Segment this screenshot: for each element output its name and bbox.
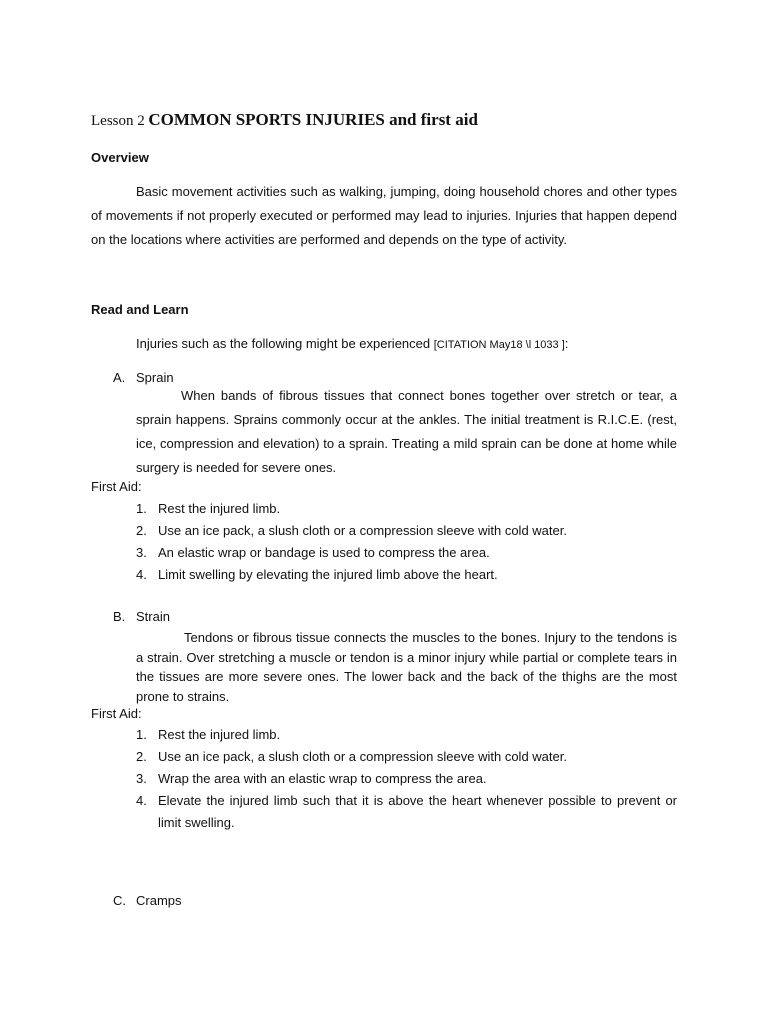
strain-title: Strain: [136, 609, 170, 624]
item-text: Limit swelling by elevating the injured limb above the heart.: [158, 567, 498, 582]
item-text: Use an ice pack, a slush cloth or a compression sleeve with cold water.: [158, 523, 567, 538]
item-number: 3.: [136, 771, 147, 786]
item-number: 2.: [136, 523, 147, 538]
sprain-first-aid-item: [136, 520, 681, 542]
item-text: Rest the injured limb.: [158, 501, 281, 516]
item-number: 4.: [136, 567, 147, 582]
read-learn-intro-text: Injuries such as the following might be experienced: [136, 336, 431, 351]
cramps-title: Cramps: [136, 893, 182, 908]
strain-first-aid-item: [136, 790, 677, 834]
citation-field: [CITATION May18 \l 1033 ]: [433, 339, 565, 351]
item-number: 3.: [136, 545, 147, 560]
item-text: Use an ice pack, a slush cloth or a compression sleeve with cold water.: [158, 749, 567, 764]
strain-marker: B.: [113, 609, 126, 624]
item-text: Elevate the injured limb such that it is above the heart whenever possible to prevent or limit swelling.: [158, 793, 677, 830]
read-learn-intro: [136, 336, 568, 351]
item-text: Wrap the area with an elastic wrap to compress the area.: [158, 771, 487, 786]
lesson-prefix: Lesson 2: [91, 113, 145, 129]
lesson-title-row: [91, 110, 478, 130]
sprain-marker: A.: [113, 370, 126, 385]
strain-first-aid-label: First Aid:: [91, 706, 142, 721]
strain-paragraph: Tendons or fibrous tissue connects the muscles to the bones. Injury to the tendons is a strain. Over stretching a muscle or tendon is a minor injury while partial or complete tears in the tissues are more severe ones. The lower back and the back of the thighs are the most prone to strains.: [136, 630, 677, 704]
lesson-title: COMMON SPORTS INJURIES and first aid: [148, 110, 478, 129]
overview-paragraph: Basic movement activities such as walking, jumping, doing household chores and other types of movements if not properly executed or performed may lead to injuries. Injuries that happen depend on the locations where activities are performed and depends on the type of activity.: [91, 184, 677, 247]
strain-first-aid-item: [136, 746, 681, 768]
sprain-first-aid-item: [136, 542, 681, 564]
item-number: 2.: [136, 749, 147, 764]
sprain-first-aid-item: [136, 564, 681, 586]
item-number: 1.: [136, 727, 147, 742]
overview-heading: Overview: [91, 150, 149, 165]
sprain-first-aid-item: [136, 498, 681, 520]
read-learn-intro-end: :: [564, 336, 569, 351]
sprain-first-aid-label: First Aid:: [91, 479, 142, 494]
read-learn-heading: Read and Learn: [91, 302, 189, 317]
sprain-title: Sprain: [136, 370, 174, 385]
item-number: 1.: [136, 501, 147, 516]
strain-first-aid-item: [136, 724, 681, 746]
item-text: Rest the injured limb.: [158, 727, 281, 742]
cramps-marker: C.: [113, 893, 126, 908]
item-number: 4.: [136, 793, 147, 808]
item-text: An elastic wrap or bandage is used to compress the area.: [158, 545, 490, 560]
strain-first-aid-item: [136, 768, 681, 790]
sprain-paragraph: When bands of fibrous tissues that connect bones together over stretch or tear, a sprain happens. Sprains commonly occur at the ankles. The initial treatment is R.I.C.E. (rest, ice, compression and elevation) to a sprain. Treating a mild sprain can be done at home while surgery is needed for severe ones.: [136, 388, 677, 475]
